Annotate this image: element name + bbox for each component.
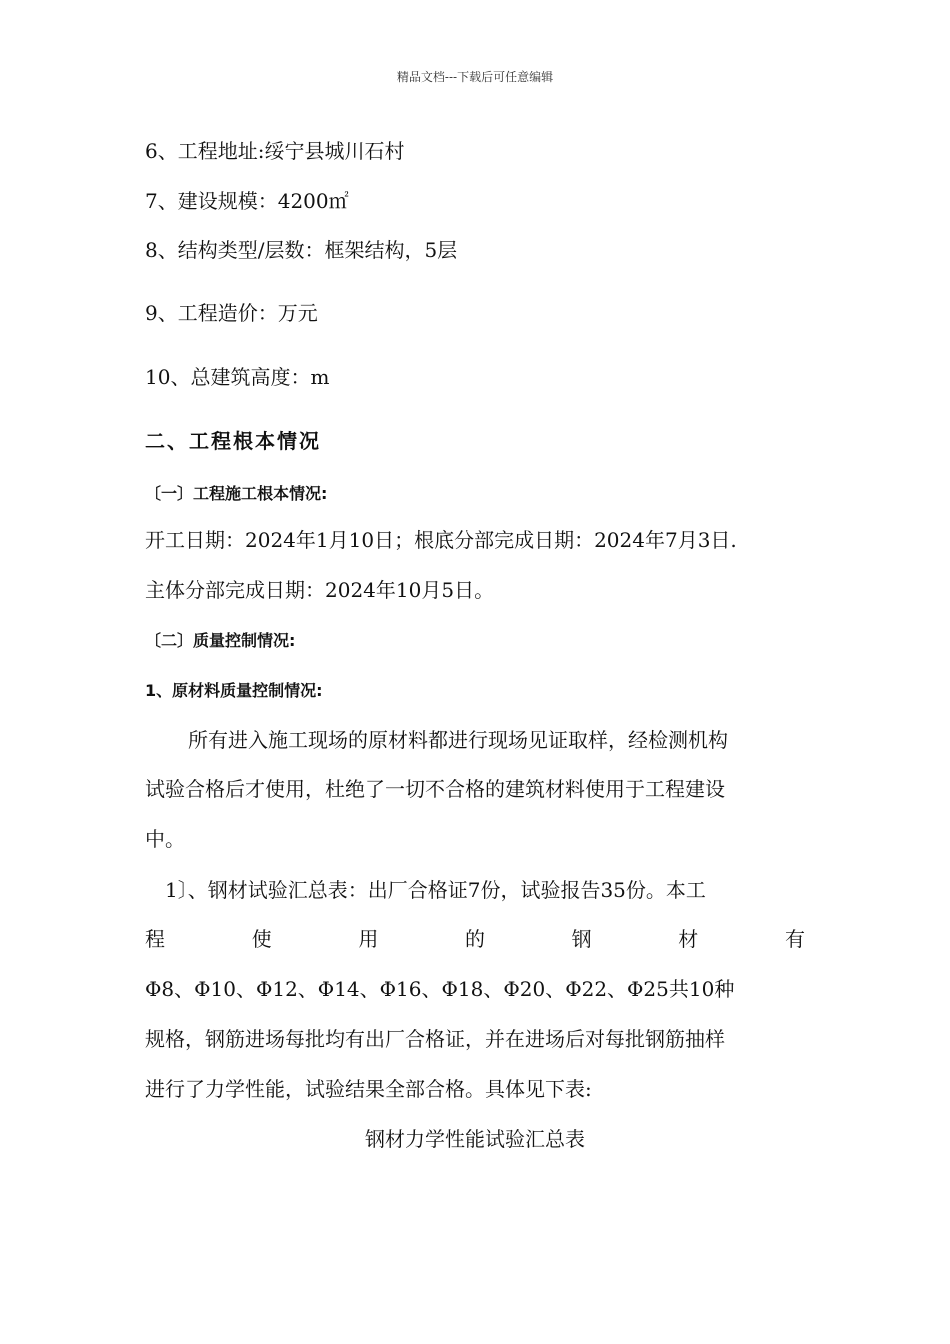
info-item-structure: 8、结构类型/层数：框架结构，5层: [145, 238, 458, 262]
paragraph-line: 中。: [145, 827, 185, 851]
subsection-heading-2: 〔二〕质量控制情况:: [145, 631, 296, 650]
info-item-height: 10、总建筑高度：m: [145, 365, 330, 389]
justified-word: 使: [251, 927, 272, 951]
paragraph-line: 规格，钢筋进场每批均有出厂合格证，并在进场后对每批钢筋抽样: [145, 1027, 725, 1051]
justified-word: 程: [145, 927, 165, 951]
item-heading-materials: 1、原材料质量控制情况:: [145, 681, 323, 700]
justified-word: 钢: [571, 927, 592, 951]
justified-word: 有: [784, 927, 805, 951]
subsection-heading-1: 〔一〕工程施工根本情况:: [145, 484, 328, 503]
paragraph-line: 所有进入施工现场的原材料都进行现场见证取样，经检测机构: [188, 728, 728, 752]
justified-word: 的: [464, 927, 485, 951]
paragraph-line: 试验合格后才使用，杜绝了一切不合格的建筑材料使用于工程建设: [145, 777, 725, 801]
steel-specs-line: Φ8、Φ10、Φ12、Φ14、Φ16、Φ18、Φ20、Φ22、Φ25共10种: [145, 977, 735, 1001]
info-item-cost: 9、工程造价：万元: [145, 301, 318, 325]
main-structure-date-line: 主体分部完成日期：2024年10月5日。: [145, 578, 495, 602]
steel-summary-line: 1〕、钢材试验汇总表：出厂合格证7份，试验报告35份。本工: [165, 878, 706, 902]
justified-line: [145, 925, 805, 953]
justified-word: 材: [678, 927, 699, 951]
start-dates-line: 开工日期：2024年1月10日；根底分部完成日期：2024年7月3日.: [145, 528, 737, 552]
table-caption: 钢材力学性能试验汇总表: [365, 1127, 585, 1151]
paragraph-line: 进行了力学性能，试验结果全部合格。具体见下表:: [145, 1077, 592, 1101]
justified-word: 用: [358, 927, 379, 951]
info-item-address: 6、工程地址:绥宁县城川石村: [145, 139, 405, 163]
page-header: 精品文档---下载后可任意编辑: [396, 70, 554, 84]
section-heading: 二、工程根本情况: [145, 429, 321, 453]
info-item-scale: 7、建设规模：4200㎡: [145, 189, 349, 213]
